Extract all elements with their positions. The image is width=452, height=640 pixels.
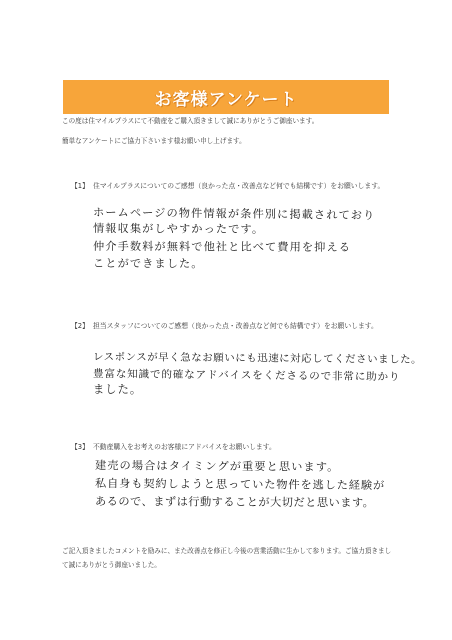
question-2-text: 担当スタッフについてのご感想（良かった点・改善点など何でも結構です）をお願いします。 — [93, 322, 378, 330]
survey-title: お客様アンケート — [154, 89, 298, 110]
answer-1-line-3: 仲介手数料が無料で他社と比べて費用を抑える — [92, 240, 352, 254]
answer-3-line-2: 私自身も契約しようと思っていた物件を逃した経験が — [94, 477, 386, 493]
answer-1-line-2: 情報収集がしやすかったです。 — [92, 222, 265, 236]
question-3-number: 【3】 — [71, 443, 89, 451]
answer-1-line-4: ことができました。 — [92, 257, 204, 271]
question-3-text: 不動産購入をお考えのお客様にアドバイスをお願いします。 — [93, 443, 276, 451]
intro-thanks-text: この度は住マイルプラスにて不動産をご購入頂きまして誠にありがとうご御座います。 — [62, 117, 319, 125]
answer-2-line-1: レスポンスが早く急なお願いにも迅速に対応してくださいました。 — [92, 351, 423, 366]
answer-1-line-1: ホームページの物件情報が条件別に掲載されており — [92, 206, 376, 222]
answer-2-line-3: ました。 — [93, 383, 143, 396]
answer-3-line-3: あるので、まずは行動することが大切だと思います。 — [94, 495, 375, 510]
question-1-text: 住マイルプラスについてのご感想（良かった点・改善点など何でも結構です）をお願いします。 — [93, 182, 385, 190]
question-1-number: 【1】 — [71, 182, 89, 190]
closing-message: ご記入頂きましたコメントを励みに、また改善点を修正し今後の営業活動に生かして参ります。ご協力頂きまして誠にありがとう御座いました。 — [62, 547, 392, 569]
question-2-number: 【2】 — [71, 322, 89, 330]
answer-2-line-2: 豊富な知識で的確なアドバイスをくださるので非常に助かり — [92, 368, 401, 384]
intro-request-text: 簡単なアンケートにご協力下さいます様お願い申し上げます。 — [62, 137, 246, 145]
survey-title-banner — [63, 80, 389, 114]
answer-3-line-1: 建売の場合はタイミングが重要と思います。 — [94, 459, 340, 474]
